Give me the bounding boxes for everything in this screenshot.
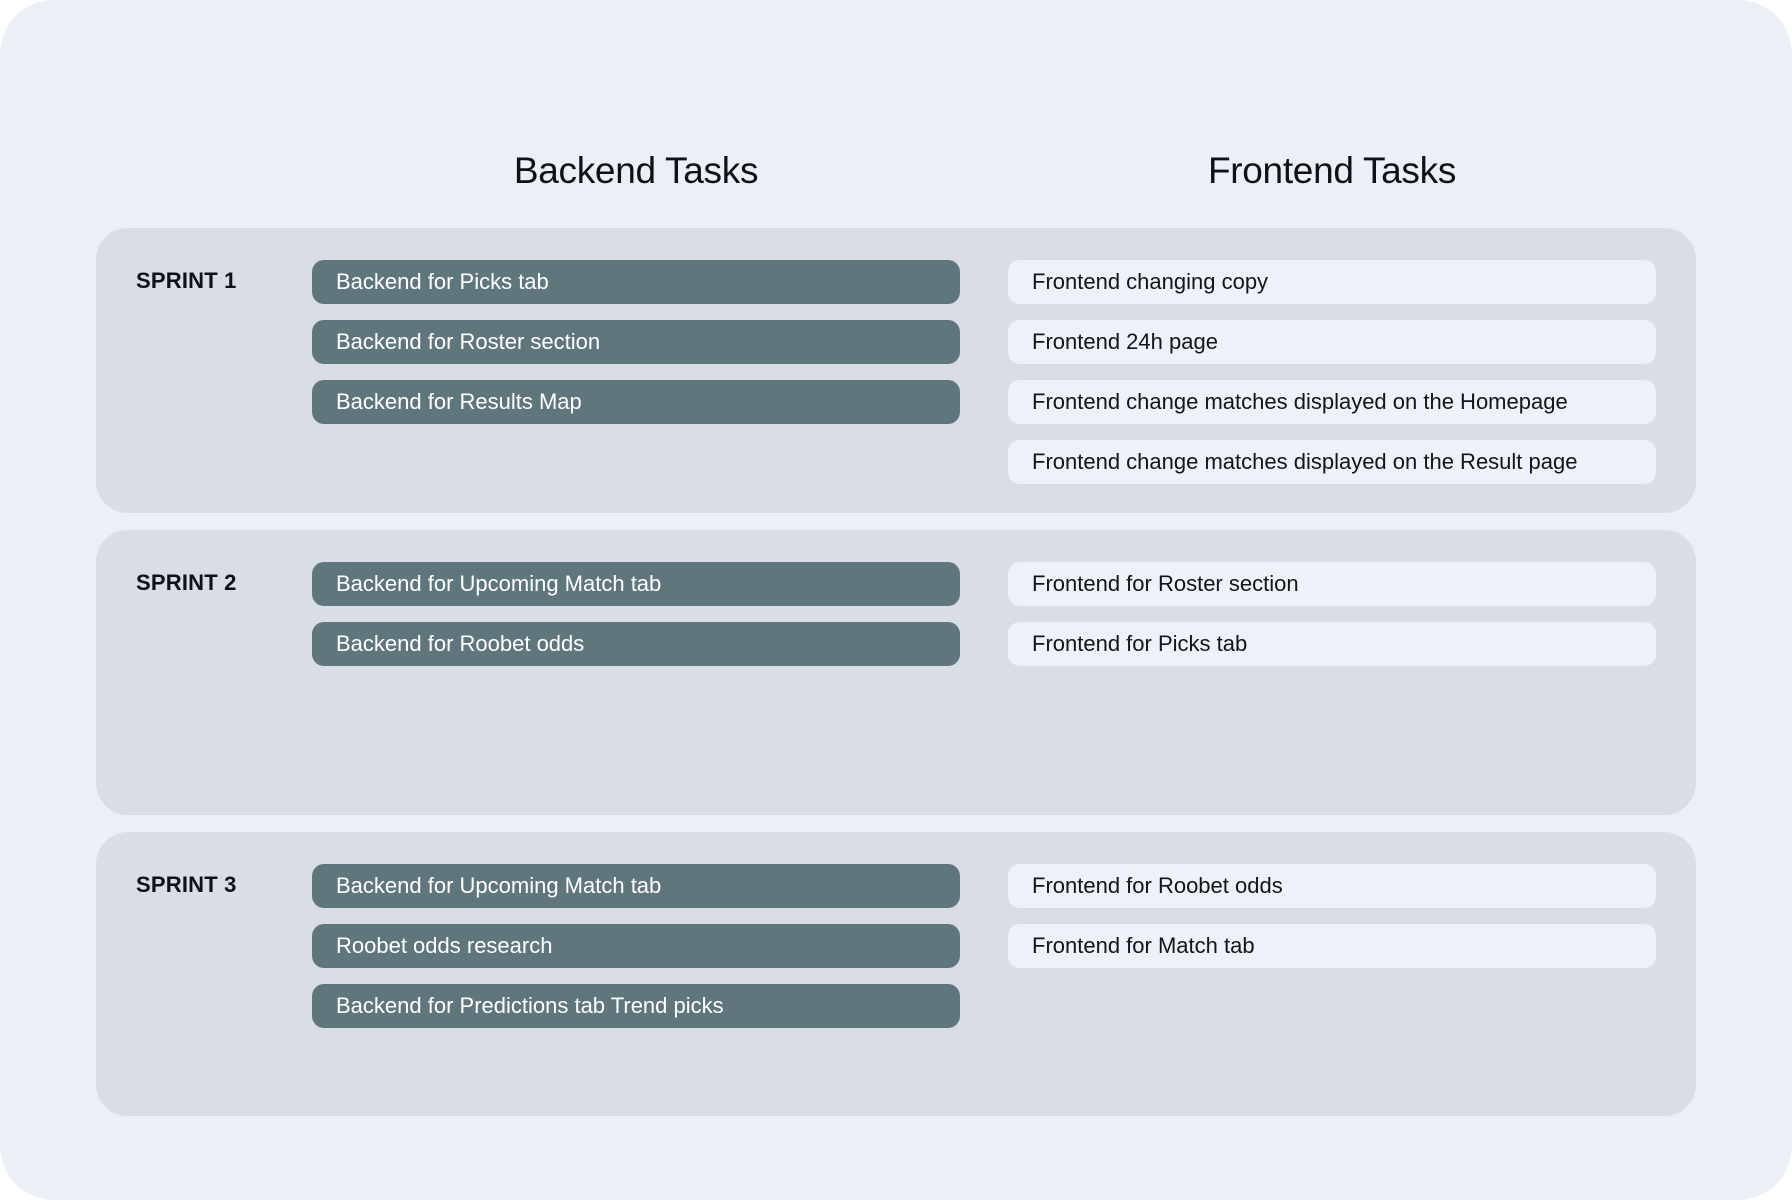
frontend-task-card[interactable]: Frontend for Match tab	[1008, 924, 1656, 968]
frontend-task-card[interactable]: Frontend for Picks tab	[1008, 622, 1656, 666]
frontend-task-card[interactable]: Frontend for Roobet odds	[1008, 864, 1656, 908]
sprint-2-label: SPRINT 2	[136, 570, 237, 595]
frontend-task-card[interactable]: Frontend change matches displayed on the Result page	[1008, 440, 1656, 484]
sprint-3-frontend-tasks	[1008, 864, 1656, 984]
sprint-3-backend-tasks	[312, 864, 960, 1044]
backend-task-card[interactable]: Backend for Upcoming Match tab	[312, 562, 960, 606]
sprint-1-label: SPRINT 1	[136, 268, 237, 293]
backend-task-card[interactable]: Backend for Results Map	[312, 380, 960, 424]
backend-task-card[interactable]: Backend for Picks tab	[312, 260, 960, 304]
frontend-task-card[interactable]: Frontend 24h page	[1008, 320, 1656, 364]
backend-task-card[interactable]: Backend for Upcoming Match tab	[312, 864, 960, 908]
backend-column-header: Backend Tasks	[513, 150, 759, 191]
backend-task-card[interactable]: Roobet odds research	[312, 924, 960, 968]
frontend-task-card[interactable]: Frontend for Roster section	[1008, 562, 1656, 606]
sprint-1-backend-tasks	[312, 260, 960, 440]
sprint-1-lane	[96, 228, 1696, 513]
sprint-1-frontend-tasks	[1008, 260, 1656, 500]
sprint-2-lane	[96, 530, 1696, 815]
backend-task-card[interactable]: Backend for Roobet odds	[312, 622, 960, 666]
backend-task-card[interactable]: Backend for Predictions tab Trend picks	[312, 984, 960, 1028]
frontend-column-header: Frontend Tasks	[1207, 150, 1457, 191]
frontend-task-card[interactable]: Frontend changing copy	[1008, 260, 1656, 304]
backend-task-card[interactable]: Backend for Roster section	[312, 320, 960, 364]
sprint-3-label: SPRINT 3	[136, 872, 237, 897]
frontend-task-card[interactable]: Frontend change matches displayed on the Homepage	[1008, 380, 1656, 424]
sprint-3-lane	[96, 832, 1696, 1116]
sprint-2-frontend-tasks	[1008, 562, 1656, 682]
sprint-2-backend-tasks	[312, 562, 960, 682]
